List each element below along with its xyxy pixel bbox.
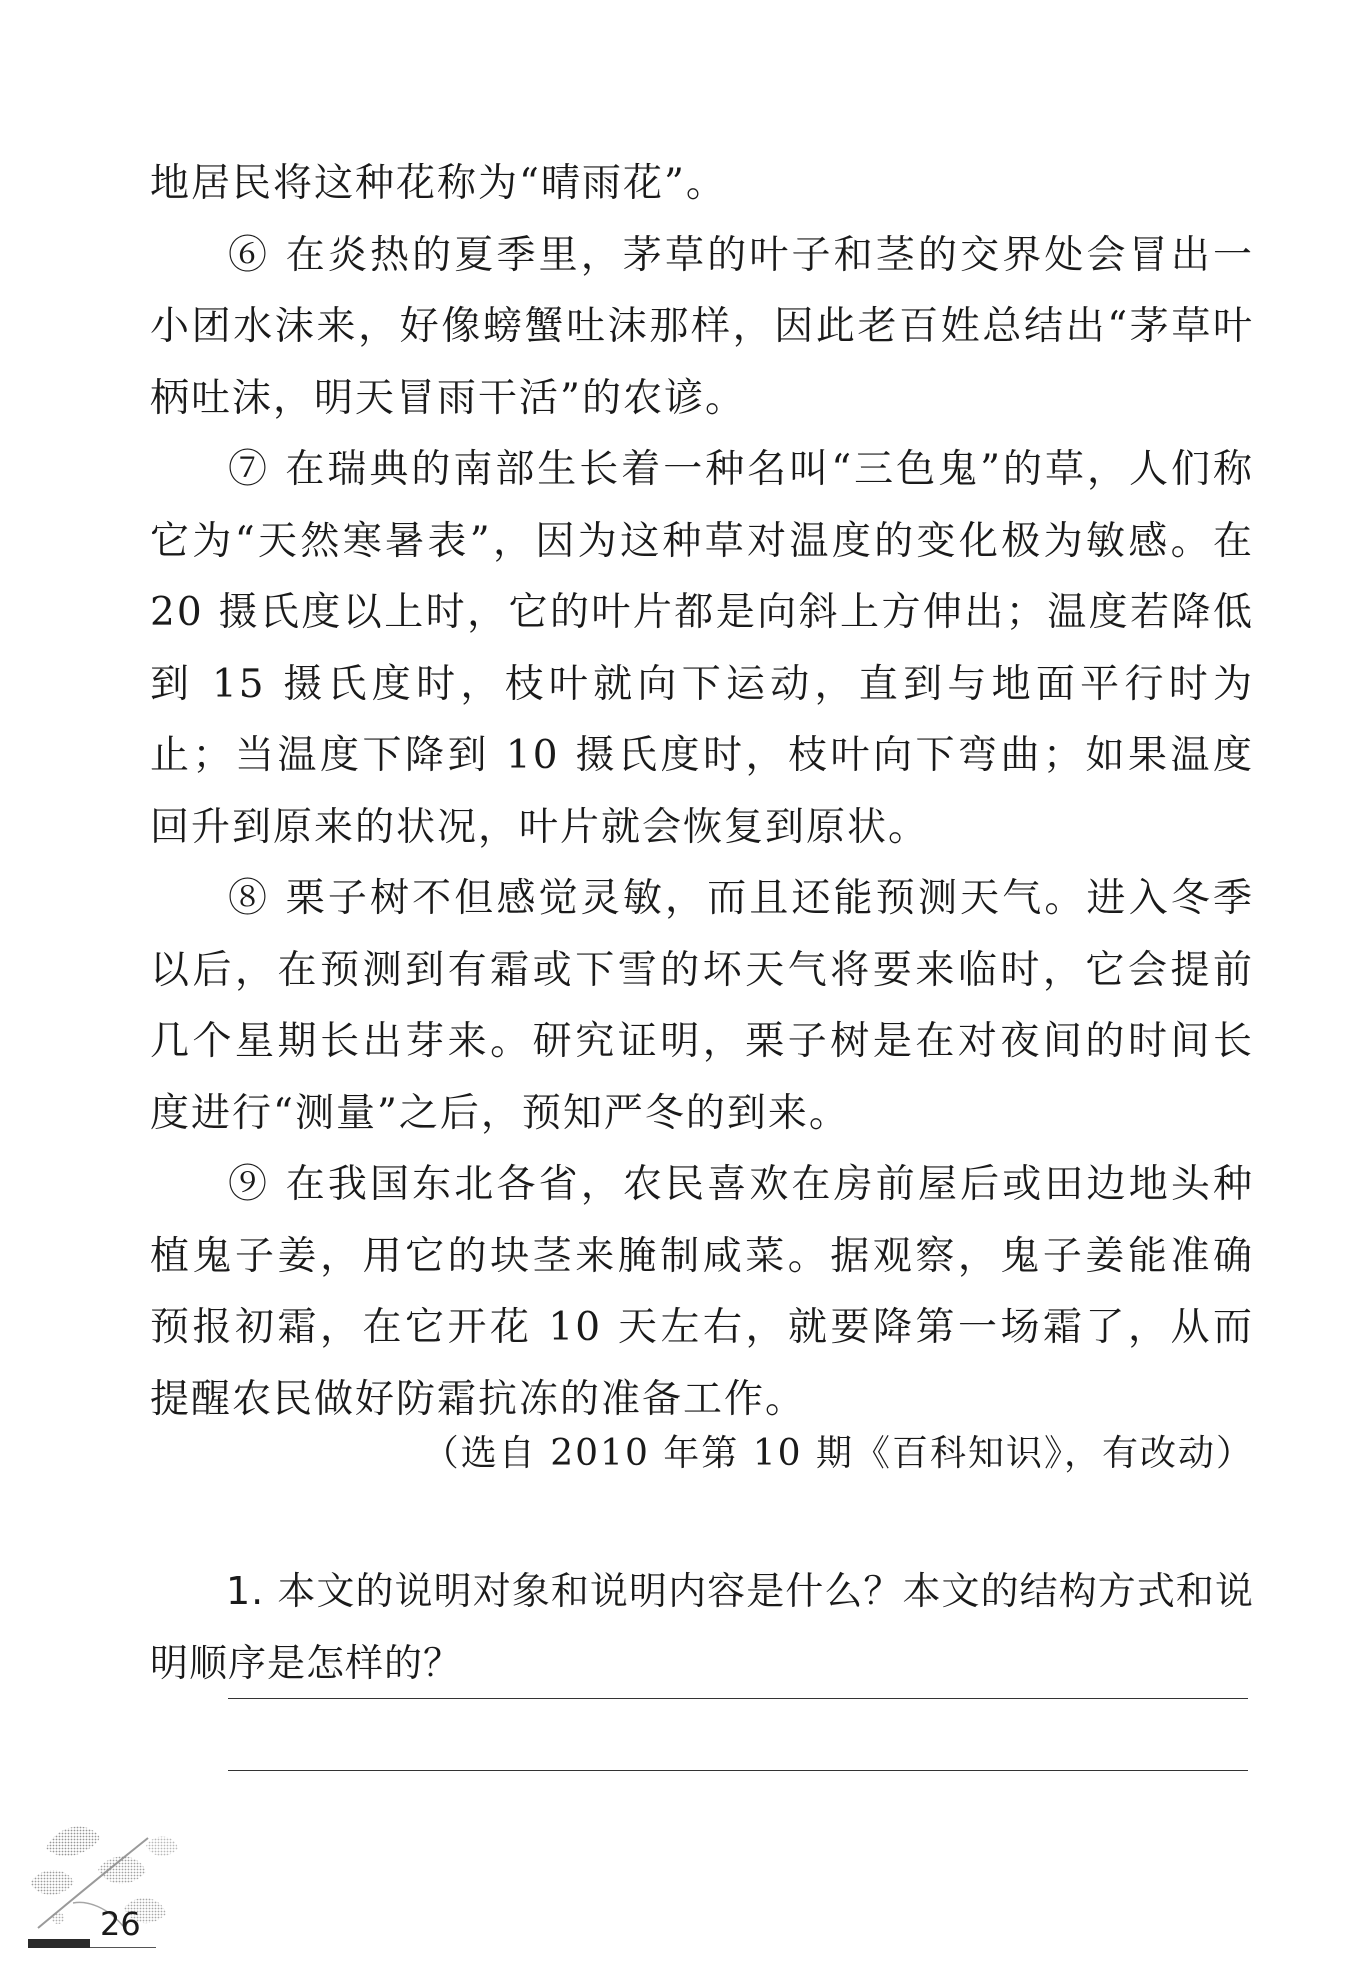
paragraph-8: ⑧ 栗子树不但感觉灵敏，而且还能预测天气。进入冬季以后，在预测到有霜或下雪的坏天气将要来临时，它会提前几个星期长出芽来。研究证明，栗子树是在对夜间的时间长度进行“测量”之后，预知严冬的到来。 [150,876,1254,1136]
answer-line[interactable] [228,1770,1248,1771]
footer-rule [90,1947,156,1948]
paragraph-7: ⑦ 在瑞典的南部生长着一种名叫“三色鬼”的草，人们称它为“天然寒暑表”，因为这种草对温度的变化极为敏感。在 20 摄氏度以上时，它的叶片都是向斜上方伸出；温度若降低到 15 摄氏度时，枝叶就向下运动，直到与地面平行时为止；当温度下降到 10 摄氏度时，枝叶向下弯曲；如果温度回升到原来的状况，叶片就会恢复到原状。 [150,447,1254,850]
source-citation: （选自 2010 年第 10 期《百科知识》，有改动） [422,1433,1254,1474]
paragraph-continued: 地居民将这种花称为“晴雨花”。 [150,161,727,206]
page-number: 26 [100,1905,141,1943]
paragraph-9: ⑨ 在我国东北各省，农民喜欢在房前屋后或田边地头种植鬼子姜，用它的块茎来腌制咸菜。据观察，鬼子姜能准确预报初霜，在它开花 10 天左右，就要降第一场霜了，从而提醒农民做好防霜抗冻的准备工作。 [150,1162,1254,1422]
article-body [150,148,1254,1435]
paragraph-6: ⑥ 在炎热的夏季里，茅草的叶子和茎的交界处会冒出一小团水沫来，好像螃蟹吐沫那样，因此老百姓总结出“茅草叶柄吐沫，明天冒雨干活”的农谚。 [150,232,1254,421]
question-1 [150,1555,1254,1699]
answer-line[interactable] [228,1698,1248,1699]
question-text: 1. 本文的说明对象和说明内容是什么？本文的结构方式和说明顺序是怎样的？ [150,1569,1254,1685]
footer-bar [28,1939,90,1948]
